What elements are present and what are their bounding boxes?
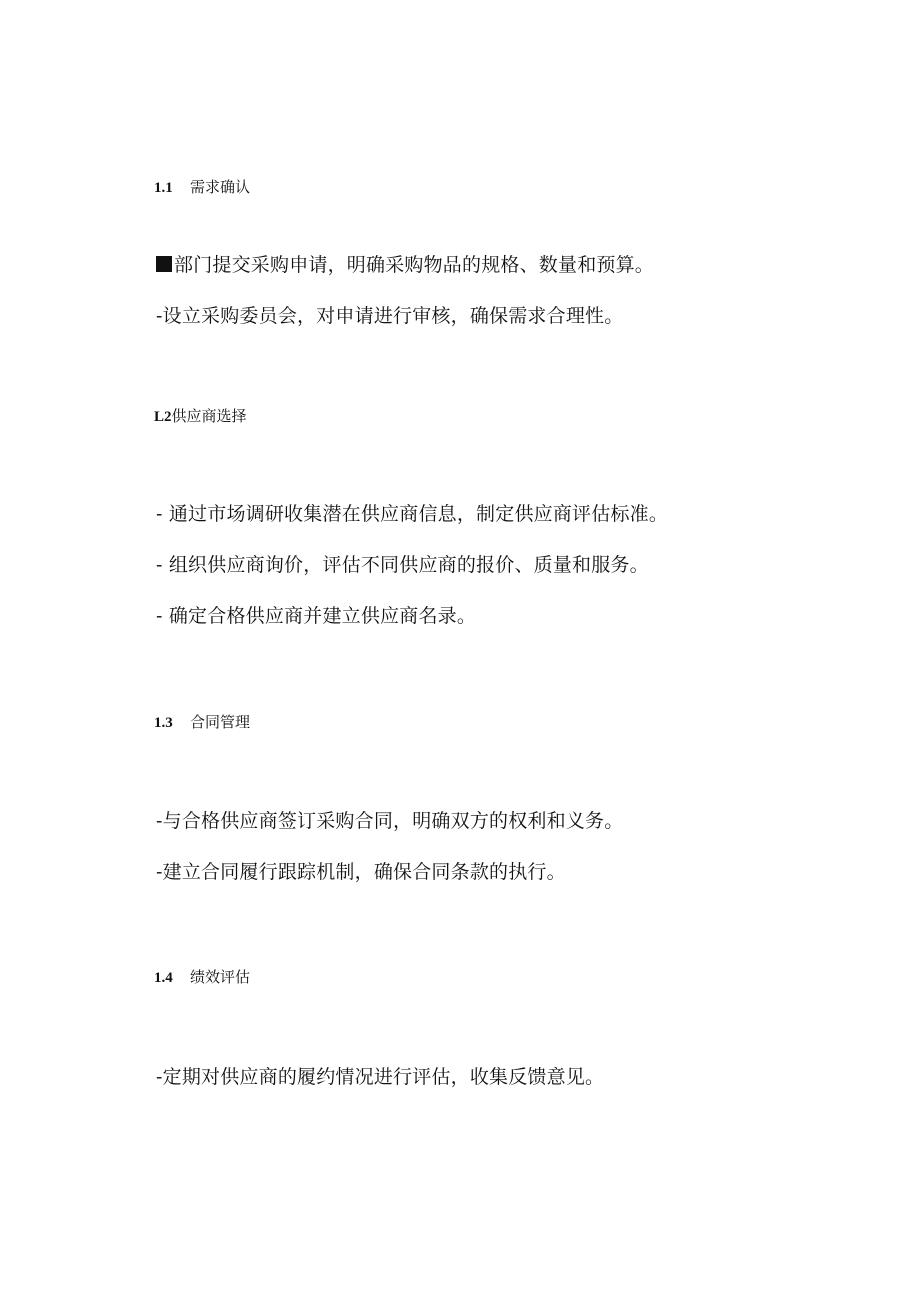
list-item: -定期对供应商的履约情况进行评估，收集反馈意见。 [156, 1066, 605, 1088]
section-title: 合同管理 [190, 713, 251, 731]
section-title: 供应商选择 [171, 407, 247, 425]
section-title: 绩效评估 [190, 968, 251, 986]
list-item: -建立合同履行跟踪机制，确保合同条款的执行。 [156, 861, 566, 883]
section-number: L2 [154, 409, 172, 425]
list-item: - 通过市场调研收集潜在供应商信息，制定供应商评估标准。 [156, 503, 669, 525]
list-item: - 确定合格供应商并建立供应商名录。 [156, 605, 477, 627]
list-item: -与合格供应商签订采购合同，明确双方的权利和义务。 [156, 810, 624, 832]
section-title: 需求确认 [190, 178, 251, 196]
section-number: 1.1 [154, 180, 173, 196]
section-number: 1.3 [154, 715, 173, 731]
list-item: -设立采购委员会，对申请进行审核，确保需求合理性。 [156, 305, 624, 327]
section-number: 1.4 [154, 970, 173, 986]
list-item-text: 部门提交采购申请，明确采购物品的规格、数量和预算。 [174, 254, 655, 276]
list-item: - 组织供应商询价，评估不同供应商的报价、质量和服务。 [156, 554, 649, 576]
section-heading-1-3 [154, 712, 250, 733]
section-heading-1-1 [154, 177, 250, 198]
list-item [156, 252, 654, 278]
section-heading-1-2 [154, 406, 247, 427]
square-bullet-icon [156, 256, 172, 272]
section-heading-1-4 [154, 967, 250, 988]
